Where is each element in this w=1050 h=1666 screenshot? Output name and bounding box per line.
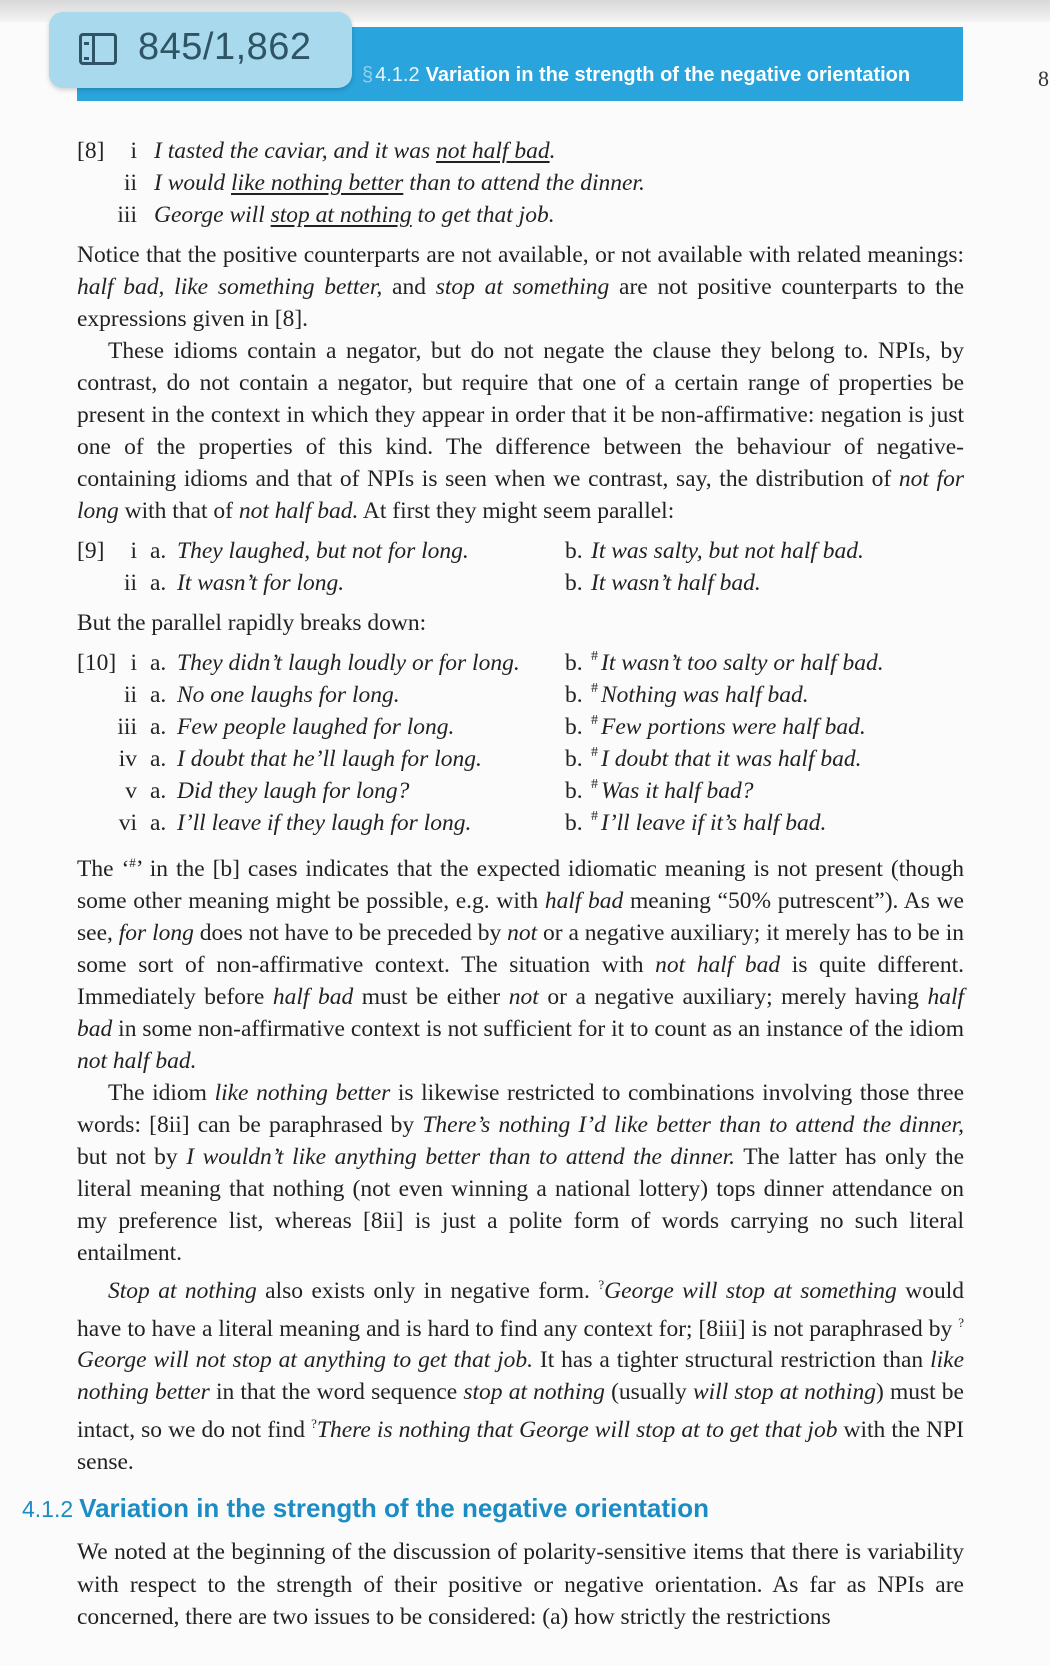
book-icon — [79, 33, 117, 65]
text-run: Notice that the positive counterparts are not available, or not available with related meanings: — [77, 242, 964, 268]
italic-run: half bad — [77, 983, 964, 1042]
example-text — [154, 135, 555, 167]
example-letter: b. — [565, 810, 583, 836]
next-page-edge: 8 — [1038, 66, 1049, 91]
example-text: I doubt that he’ll laugh for long. — [177, 746, 482, 772]
example-text: Few portions were half bad. — [601, 714, 866, 740]
italic-run: will stop at nothing — [692, 1379, 876, 1406]
section-number: 4.1.2 — [22, 1496, 74, 1522]
section-symbol: § — [362, 64, 374, 86]
page-count: 845/1,862 — [138, 26, 312, 68]
text-run: or a negative auxiliary; it merely has to be in some sort of non-affirmative context. The situation with — [77, 919, 964, 978]
text-run: but not by — [77, 1143, 187, 1170]
example-10-row — [77, 711, 964, 743]
italic-run: stop at something — [435, 274, 610, 300]
example-letter: b. — [565, 746, 583, 772]
example-9-ii — [77, 567, 964, 599]
example-letter: a. — [150, 746, 167, 772]
text-run: or a negative auxiliary; merely having — [538, 983, 928, 1010]
example-10-row — [77, 775, 964, 807]
hash-mark: # — [591, 681, 598, 696]
text-run: . — [549, 138, 556, 164]
example-text — [154, 199, 555, 231]
hash-mark: # — [591, 777, 598, 792]
example-roman: ii — [123, 682, 137, 708]
italic-run: not half bad — [655, 951, 781, 978]
example-roman: iii — [117, 202, 137, 228]
example-letter: b. — [565, 538, 583, 564]
paragraph — [77, 1077, 964, 1269]
italic-run: George will stop at something — [604, 1277, 897, 1304]
italic-run: not — [507, 919, 538, 946]
paragraph — [77, 239, 964, 335]
example-roman: ii — [123, 570, 137, 596]
example-tag: [9] — [77, 538, 105, 564]
text-run: At first they might seem parallel: — [358, 498, 675, 524]
example-roman: i — [130, 538, 137, 564]
text-run: to get that job. — [411, 202, 555, 228]
hash-mark: # — [591, 809, 598, 824]
running-header-number: 4.1.2 — [375, 64, 420, 86]
italic-run: not half bad. — [238, 498, 359, 524]
example-roman: i — [130, 650, 137, 676]
example-10-row — [77, 679, 964, 711]
example-roman: iv — [118, 746, 137, 772]
text-run: with the NPI sense. — [77, 1417, 965, 1476]
text-run: with that of — [118, 498, 239, 524]
text-run: does not have to be preceded by — [193, 919, 508, 946]
example-text: It was salty, but not half bad. — [591, 538, 864, 564]
paragraph: But the parallel rapidly breaks down: — [77, 610, 427, 636]
example-10-row — [77, 807, 964, 839]
example-text: I doubt that it was half bad. — [601, 746, 862, 772]
section-heading — [22, 1493, 709, 1524]
example-tag: [10] — [77, 650, 117, 676]
text-run: (usually — [604, 1379, 693, 1406]
example-text: No one laughs for long. — [177, 682, 400, 708]
text-run: are not positive counterparts to the expressions given in [8]. — [77, 274, 965, 332]
text-run: meaning “50% putrescent”). As we see, — [77, 887, 964, 946]
example-text: Did they laugh for long? — [177, 778, 410, 804]
example-text: It wasn’t too salty or half bad. — [601, 650, 884, 676]
example-letter: a. — [150, 538, 167, 564]
example-letter: b. — [565, 714, 583, 740]
example-text: It wasn’t for long. — [177, 570, 345, 596]
paragraph — [77, 335, 964, 527]
example-text: Few people laughed for long. — [177, 714, 455, 740]
example-text: Nothing was half bad. — [601, 682, 809, 708]
example-roman: vi — [118, 810, 137, 836]
example-text: I’ll leave if it’s half bad. — [601, 810, 827, 836]
hash-mark: # — [591, 649, 598, 664]
text-run: George will — [154, 202, 271, 228]
text-run: and — [382, 274, 436, 300]
example-text: Was it half bad? — [601, 778, 754, 804]
paragraph — [77, 1269, 964, 1478]
text-run: The latter has only the literal meaning that nothing (not even winning a national lottery) tops dinner attendance on my preference list, whereas [8ii] is just a polite form of words carrying no such literal entailment. — [77, 1143, 965, 1266]
text-run: The idiom — [108, 1079, 215, 1106]
example-text: I’ll leave if they laugh for long. — [177, 810, 472, 836]
text-run: ’ in the [b] cases indicates that the expected idiomatic meaning is not present (though some other meaning might be possible, e.g. with — [77, 855, 964, 914]
italic-run: not half bad. — [77, 1047, 197, 1074]
example-10-row — [77, 743, 964, 775]
text-run: ) must be intact, so we do not find — [77, 1379, 964, 1444]
example-tag: [8] — [77, 138, 105, 164]
italic-run: I wouldn’t like anything better than to attend the dinner. — [186, 1143, 736, 1170]
text-run: must be either — [353, 983, 509, 1010]
italic-run: There’s nothing I’d like better than to attend the dinner, — [422, 1111, 964, 1138]
page-body — [77, 135, 964, 1478]
question-mark: ? — [958, 1314, 964, 1330]
text-run: I tasted the caviar, and it was — [154, 138, 436, 164]
example-9-i — [77, 535, 964, 567]
example-8-iii — [77, 199, 964, 231]
example-8-i — [77, 135, 964, 167]
example-letter: a. — [150, 570, 167, 596]
italic-run: for long — [118, 919, 194, 946]
paragraph — [77, 847, 964, 1077]
question-mark: ? — [598, 1276, 605, 1292]
underlined-idiom: stop at nothing — [270, 202, 412, 228]
text-run: would have to have a literal meaning and is hard to find any context for; [8iii] is not paraphrased by — [77, 1277, 964, 1342]
example-letter: b. — [565, 778, 583, 804]
italic-run: half bad — [544, 887, 624, 914]
example-letter: b. — [565, 682, 583, 708]
text-run: These idioms contain a negator, but do not negate the clause they belong to. NPIs, by contrast, do not contain a negator, but require that one of a certain range of properties be present in the context in which they appear in order that it be non-affirmative: negation is just one of the properties of this kind. The difference between the behaviour of negative-containing idioms and that of NPIs is seen when we contrast, say, the distribution of — [77, 338, 964, 492]
italic-run: like nothing better — [214, 1079, 391, 1106]
italic-run: half bad, like something better, — [77, 274, 383, 300]
hash-mark: # — [591, 713, 598, 728]
example-8-ii — [77, 167, 964, 199]
italic-run: like nothing better — [77, 1347, 964, 1406]
example-letter: a. — [150, 650, 167, 676]
italic-run: half bad — [272, 983, 354, 1010]
running-header-title — [362, 64, 910, 87]
example-text — [154, 167, 645, 199]
example-10 — [77, 647, 964, 839]
italic-run: stop at nothing — [463, 1379, 605, 1406]
underlined-idiom: not half bad — [435, 138, 550, 164]
example-letter: b. — [565, 650, 583, 676]
example-10-row — [77, 647, 964, 679]
italic-run: There is nothing that George will stop at to get that job — [316, 1417, 838, 1444]
example-text: It wasn’t half bad. — [591, 570, 761, 596]
hash-mark: # — [129, 855, 136, 870]
running-header-text: Variation in the strength of the negative orientation — [425, 64, 911, 86]
hash-mark: # — [591, 745, 598, 760]
text-run: than to attend the dinner. — [403, 170, 645, 196]
example-roman: iii — [117, 714, 137, 740]
example-roman: v — [125, 778, 137, 804]
italic-run: not — [508, 983, 539, 1010]
example-roman: i — [130, 138, 137, 164]
italic-run: Stop at nothing — [108, 1277, 257, 1304]
page-indicator[interactable] — [49, 12, 352, 88]
example-letter: a. — [150, 714, 167, 740]
example-text: They didn’t laugh loudly or for long. — [177, 650, 520, 676]
example-roman: ii — [123, 170, 137, 196]
italic-run: not for long — [77, 466, 964, 524]
text-run: The ‘ — [77, 855, 130, 882]
text-run: also exists only in negative form. — [256, 1277, 599, 1304]
text-run: is likewise restricted to combinations involving those three words: [8ii] can be paraphrased by — [77, 1079, 964, 1138]
section-body — [77, 1536, 964, 1634]
example-text: They laughed, but not for long. — [177, 538, 469, 564]
example-letter: a. — [150, 682, 167, 708]
question-mark: ? — [311, 1416, 317, 1432]
underlined-idiom: like nothing better — [231, 170, 404, 196]
text-run: I would — [154, 170, 232, 196]
text-run: in some non-affirmative context is not sufficient for it to count as an instance of the idiom — [112, 1015, 964, 1042]
italic-run: George will not stop at anything to get that job. — [77, 1347, 534, 1374]
text-run: It has a tighter structural restriction than — [533, 1347, 931, 1374]
example-letter: a. — [150, 778, 167, 804]
text-run: in that the word sequence — [209, 1379, 464, 1406]
section-title: Variation in the strength of the negative orientation — [79, 1493, 709, 1523]
text-run: is quite different. Immediately before — [77, 951, 964, 1010]
example-letter: b. — [565, 570, 583, 596]
example-letter: a. — [150, 810, 167, 836]
paragraph: We noted at the beginning of the discussion of polarity-sensitive items that there is variability with respect to the strength of their positive or negative orientation. As far as NPIs are concerned, there are two issues to be considered: (a) how strictly the restrictions — [77, 1539, 964, 1630]
